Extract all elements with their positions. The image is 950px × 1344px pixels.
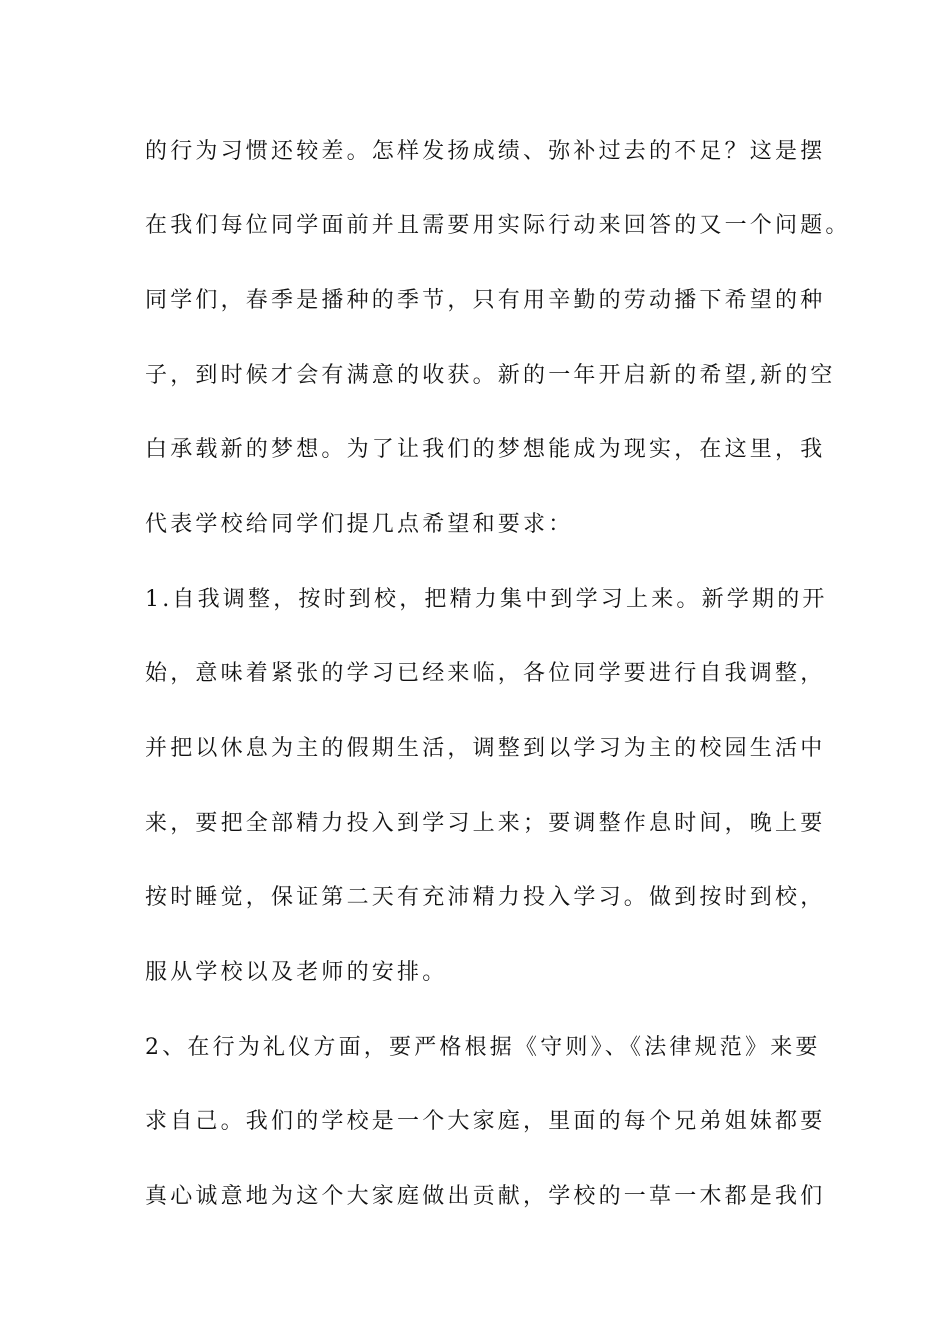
text-line: 求自己。我们的学校是一个大家庭，里面的每个兄弟姐妹都要	[145, 1109, 826, 1134]
text-line: 的行为习惯还较差。怎样发扬成绩、弥补过去的不足？这是摆	[145, 139, 826, 164]
text-line: 子，到时候才会有满意的收获。新的一年开启新的希望,新的空	[145, 363, 836, 388]
text-line: 来，要把全部精力投入到学习上来；要调整作息时间，晚上要	[145, 811, 826, 836]
text-line: 2、在行为礼仪方面，要严格根据《守则》、《法律规范》来要	[145, 1035, 821, 1060]
text-line: 在我们每位同学面前并且需要用实际行动来回答的又一个问题。	[145, 213, 851, 238]
text-line: 同学们，春季是播种的季节，只有用辛勤的劳动播下希望的种	[145, 288, 826, 313]
text-line: 始，意味着紧张的学习已经来临，各位同学要进行自我调整，	[145, 661, 826, 686]
text-line: 服从学校以及老师的安排。	[145, 960, 448, 985]
text-line: 真心诚意地为这个大家庭做出贡献，学校的一草一木都是我们	[145, 1184, 826, 1209]
text-line: 白承载新的梦想。为了让我们的梦想能成为现实，在这里，我	[145, 437, 826, 462]
text-line: 1.自我调整，按时到校，把精力集中到学习上来。新学期的开	[145, 587, 828, 612]
text-line: 按时睡觉，保证第二天有充沛精力投入学习。做到按时到校，	[145, 885, 826, 910]
text-line: 代表学校给同学们提几点希望和要求：	[145, 512, 574, 537]
text-line: 并把以休息为主的假期生活，调整到以学习为主的校园生活中	[145, 736, 826, 761]
